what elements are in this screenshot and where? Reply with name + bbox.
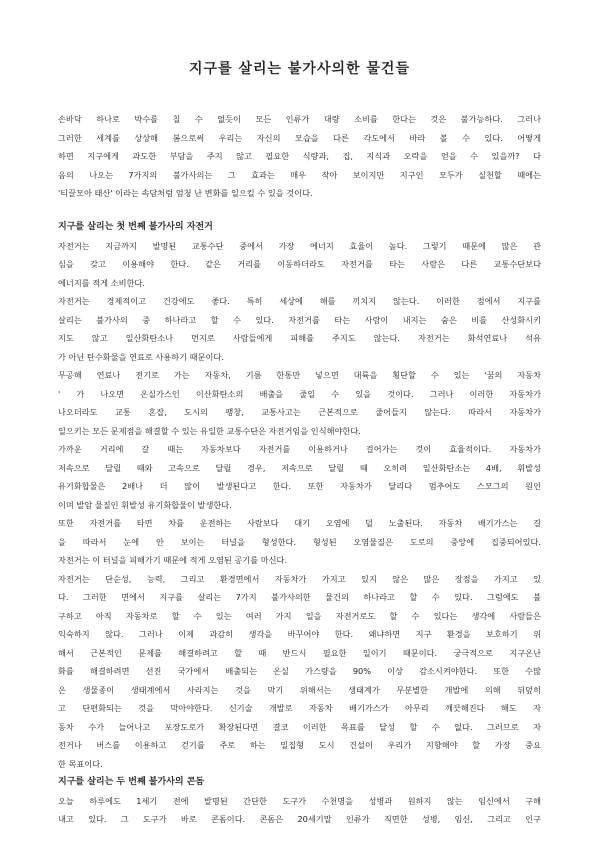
body-line: 자전거는 단순성, 능력, 그리고 환경면에서 자동차가 가지고 있지 않은 많은 장점을 가지고 있 xyxy=(58,573,541,584)
body-line: 이며 발암 물질인 휘발성 유기화합물이 발생한다. xyxy=(58,499,232,510)
body-line: 지도 않고 일산화탄소나 먼지로 사람들에게 피해를 주지도 않는다. 자전거는 화석연료나 석유 xyxy=(58,333,541,343)
intro-line: 그러한 세계를 상상해 봄으로써 우리는 자신의 모습을 다른 각도에서 바라 볼 수 있다. 어떻게 xyxy=(58,132,541,143)
section-heading: 지구를 살리는 두 번째 불가사의 콘돔 xyxy=(58,777,205,787)
body-line: 내고 있다. 그 도구가 바로 콘돔이다. 콘돔은 20세기말 인류가 직면한 성병, 임신, 그리고 인구 xyxy=(58,814,541,824)
body-line: 한 목표이다. xyxy=(58,758,103,769)
body-line: 동차 수가 늘어나고 포장도로가 확장된다면 결코 이러한 목표를 달성 할 수 없다. 그러므로 자 xyxy=(58,721,541,732)
body-line: 화를 해결하려면 선진 국가에서 배출되는 온실 가스량을 90% 이상 감소시켜야한다. 또한 수많 xyxy=(58,666,541,676)
intro-paragraph xyxy=(58,110,541,203)
body-line: 살리는 불가사의 중 하나라고 할 수 있다. 자전거를 타는 사람이 내지는 숨은 비를 산성화시키 xyxy=(58,314,541,325)
body-line: 해서 근본적인 문제를 해결하려고 할 때 반드시 필요한 일이기 때문이다. 궁극적으로 지구온난 xyxy=(58,647,541,658)
body-line: 에너지를 적게 소비한다. xyxy=(58,277,145,288)
section-condom xyxy=(58,773,541,829)
body-line: 익숙하지 않다. 그러나 이제 과감히 생각을 바꾸어야 한다. 왜냐하면 지구 환경을 보호하기 위 xyxy=(58,629,541,639)
intro-line: 음의 나오는 7가지의 불가사의는 그 효과는 매우 작아 보이지만 지구인 모두가 실천할 때에는 xyxy=(58,169,541,180)
intro-line: 하면 지구에게 과도한 부담을 주지 않고 필요한 식량과, 집, 지식과 오락을 얻을 수 있을까? 다 xyxy=(58,151,541,161)
intro-line: 손바닥 하나로 박수를 칠 수 없듯이 모든 인류가 대량 소비를 한다는 것은 불가능하다. 그러나 xyxy=(58,114,541,124)
body-line: 자전거는 경제적이고 건강에도 좋다. 특히 세상에 해를 끼치지 않는다. 이러한 점에서 지구를 xyxy=(58,296,541,306)
body-line: 자전거는 이 터널을 피해가기 때문에 적게 오염된 공기를 마신다. xyxy=(58,555,288,565)
body-line: 심을 갖고 이용해야 한다. 같은 거리를 이동하더라도 자전거를 타는 사람은 다른 교통수단보다 xyxy=(58,259,541,269)
section-bicycle xyxy=(58,218,541,773)
body-line: 가 아닌 탄수화물을 연료로 사용하기 때문이다. xyxy=(58,351,224,362)
body-line: 구하고 아직 자동차로 할 수 있는 여러 가지 일을 자전거로도 할 수 있다는 생각에 사람들은 xyxy=(58,610,541,621)
body-line: 자전거는 지금까지 발명된 교통수단 중에서 가장 에너지 효율이 높다. 그렇기 때문에 많은 관 xyxy=(58,240,541,251)
body-line: ' 가 나오면 온실가스인 이산화탄소의 배출을 줄일 수 있을 것이다. 그러나 이러한 자동차가 xyxy=(58,388,541,399)
body-line: 저속으로 달릴 때와 고속으로 달릴 경우, 저속으로 달릴 때 오히려 일산화탄소는 4배, 휘발성 xyxy=(58,462,541,473)
body-line: 무공해 연료나 전기로 가는 자동차, 기름 한통만 넣으면 대륙을 횡단할 수 있는 '꿈의 자동차 xyxy=(58,370,541,380)
section-heading: 지구를 살리는 첫 번째 불가사의 자전거 xyxy=(58,222,213,232)
intro-line: '티끌모아 태산' 이라는 속담처럼 엄청 난 변화를 일으킬 수 있을 것이다. xyxy=(58,188,313,198)
body-line: 고 단편화되는 것을 막아야한다. 신기술 개발로 자동차 배기가스가 아무리 깨끗해진다 해도 자 xyxy=(58,703,541,713)
document-title: 지구를 살리는 불가사의한 물건들 xyxy=(189,61,410,77)
body-line: 오늘 하루에도 1세기 전에 발명된 간단한 도구가 수천명을 성병과 원하지 않는 임신에서 구해 xyxy=(58,795,541,806)
body-line: 은 생물종이 생태계에서 사라지는 것을 막기 위해서는 생태계가 무분별한 개발에 의해 뒤덮히 xyxy=(58,684,541,695)
body-line: 을 따라서 눈에 안 보이는 터널을 형성한다. 형성된 오염물질은 도로의 중앙에 집중되어있다. xyxy=(58,536,541,547)
body-line: 일으키는 모든 문제점을 해결할 수 있는 유일한 교통수단은 자전거임을 인식해야한다. xyxy=(58,425,361,436)
body-line: 나오더라도 교통 혼잡, 도시의 팽창, 교통사고는 근본적으로 줄어들지 않는다. 따라서 자동차가 xyxy=(58,407,541,417)
body-line: 유기화합물은 2배나 더 많이 발생된다고 한다. 또한 자동차가 달리다 멈추어도 스모그의 원인 xyxy=(58,481,541,491)
body-line: 전거나 버스를 이용하고 걷기를 주로 하는 밀집형 도시 건설이 우리가 지향해야 할 가장 중요 xyxy=(58,740,541,750)
body-line: 또한 자전거를 타면 차를 운전하는 사람보다 대기 오염에 덜 노출된다. 자동차 배기가스는 길 xyxy=(58,518,541,528)
body-line: 가까운 거리에 갈 때는 자동차보다 자전거를 이용하거나 걸어가는 것이 효율적이다. 자동차가 xyxy=(58,444,541,454)
body-line: 다. 그러한 면에서 지구를 살리는 7가지 불가사의한 물건의 하나라고 할 수 있다. 그럼에도 불 xyxy=(58,592,541,602)
